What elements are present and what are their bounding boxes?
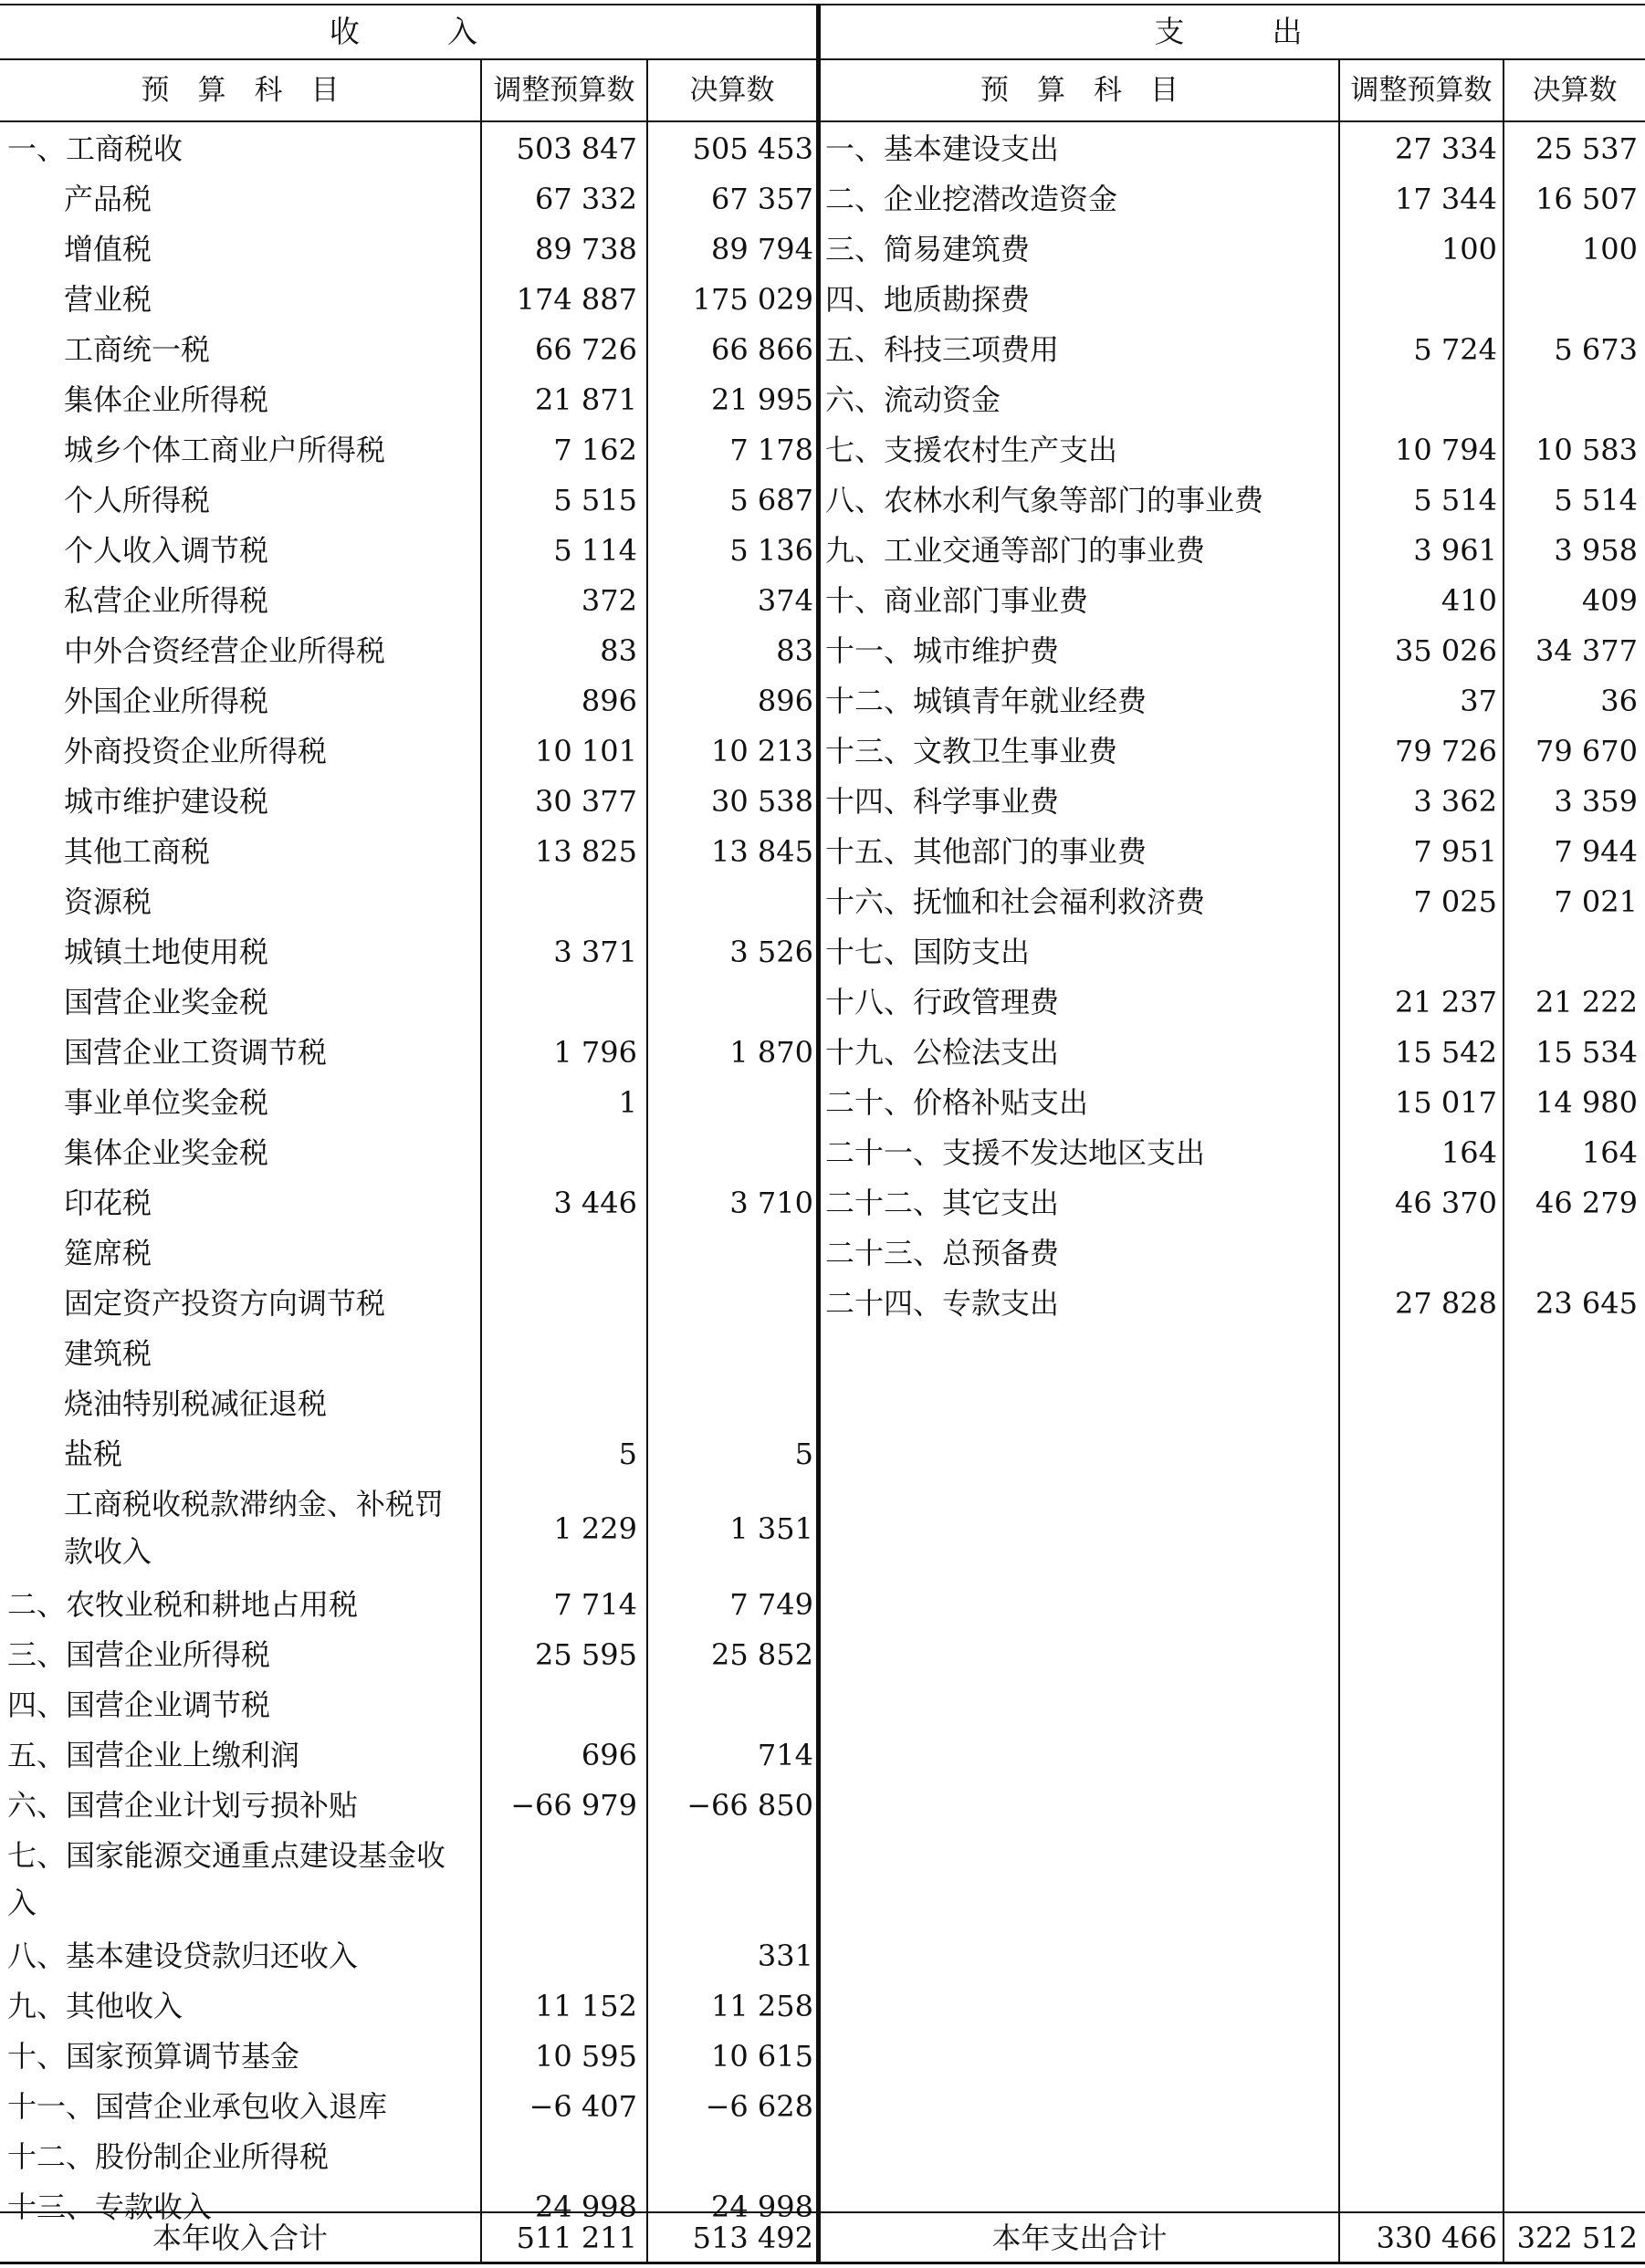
income-row-item: 一、工商税收 xyxy=(7,131,183,166)
income-row-final: 505 453 xyxy=(692,131,813,166)
expense-row-budget: 3 961 xyxy=(1413,533,1497,568)
expense-col-item-header: 预 算 科 目 xyxy=(980,74,1179,107)
expense-row-item: 十三、文教卫生事业费 xyxy=(825,734,1118,768)
income-row-budget: 1 229 xyxy=(553,1511,637,1546)
expense-row-budget: 164 xyxy=(1441,1135,1497,1170)
expense-row-final: 3 958 xyxy=(1554,533,1638,568)
expense-row-final: 25 537 xyxy=(1535,131,1638,166)
income-row-item: 十三、专款收入 xyxy=(7,2190,213,2224)
income-row-item: 九、其他收入 xyxy=(7,1989,183,2023)
expense-row-item: 八、农林水利气象等部门的事业费 xyxy=(825,483,1264,517)
income-row-item: 筵席税 xyxy=(64,1236,152,1270)
expense-row-item: 十四、科学事业费 xyxy=(825,784,1060,819)
income-row-final: 21 995 xyxy=(711,382,813,417)
income-title: 收 入 xyxy=(330,14,487,49)
expense-row-item: 四、地质勘探费 xyxy=(825,282,1031,317)
income-row-final: 66 866 xyxy=(711,332,813,367)
income-row-final: 714 xyxy=(757,1738,813,1772)
income-row-final: 30 538 xyxy=(711,784,813,819)
income-row-final: 3 526 xyxy=(729,935,813,969)
income-row-budget: 896 xyxy=(581,684,637,718)
income-row-item: 十一、国营企业承包收入退库 xyxy=(7,2089,388,2124)
income-row-budget: 3 446 xyxy=(553,1186,637,1220)
expense-row-final: 14 980 xyxy=(1535,1085,1638,1120)
income-row-final: 25 852 xyxy=(711,1637,813,1672)
income-row-item: 资源税 xyxy=(64,884,152,919)
income-row-final: 175 029 xyxy=(692,282,813,317)
income-row-final: −6 628 xyxy=(705,2089,813,2124)
income-row-budget: 1 xyxy=(618,1085,637,1120)
income-row-item: 三、国营企业所得税 xyxy=(7,1637,271,1672)
income-row-budget: 66 726 xyxy=(535,332,637,367)
income-row-item: 事业单位奖金税 xyxy=(64,1085,269,1120)
expense-row-budget: 46 370 xyxy=(1395,1186,1497,1220)
expense-row-item: 十一、城市维护费 xyxy=(825,633,1060,668)
income-col-item-header: 预 算 科 目 xyxy=(141,74,340,107)
income-row-item: 城市维护建设税 xyxy=(64,784,269,819)
income-row-budget: 24 998 xyxy=(535,2190,637,2224)
income-row-final: 89 794 xyxy=(711,232,813,267)
income-row-final: 1 870 xyxy=(729,1035,813,1070)
expense-row-item: 一、基本建设支出 xyxy=(825,131,1060,166)
expense-row-budget: 10 794 xyxy=(1395,433,1497,467)
income-total-label: 本年收入合计 xyxy=(152,2221,328,2255)
center-divider xyxy=(816,4,821,2263)
expense-row-budget: 5 724 xyxy=(1413,332,1497,367)
income-row-budget: 696 xyxy=(581,1738,637,1772)
income-row-budget: 30 377 xyxy=(535,784,637,819)
expense-row-final: 36 xyxy=(1600,684,1638,718)
income-row-item: 印花税 xyxy=(64,1186,152,1220)
expense-row-item: 十二、城镇青年就业经费 xyxy=(825,684,1147,718)
income-row-item: 八、基本建设贷款归还收入 xyxy=(7,1939,359,1973)
expense-row-final: 46 279 xyxy=(1535,1186,1638,1220)
expense-row-budget: 5 514 xyxy=(1413,483,1497,517)
expense-row-final: 5 514 xyxy=(1554,483,1638,517)
income-row-item: 固定资产投资方向调节税 xyxy=(64,1286,386,1321)
income-row-budget: 5 xyxy=(618,1437,637,1471)
income-row-final: 11 258 xyxy=(711,1989,813,2023)
expense-row-final: 10 583 xyxy=(1535,433,1638,467)
expense-row-budget: 3 362 xyxy=(1413,784,1497,819)
expense-row-final: 79 670 xyxy=(1535,734,1638,768)
income-row-item: 产品税 xyxy=(64,182,152,216)
income-row-item: 工商统一税 xyxy=(64,332,211,367)
income-row-item: 四、国营企业调节税 xyxy=(7,1688,271,1722)
income-row-budget: 67 332 xyxy=(535,182,637,216)
income-row-budget: 1 796 xyxy=(553,1035,637,1070)
expense-row-budget: 100 xyxy=(1441,232,1497,267)
expense-row-item: 五、科技三项费用 xyxy=(825,332,1060,367)
income-row-budget: 21 871 xyxy=(535,382,637,417)
income-row-item: 个人收入调节税 xyxy=(64,533,269,568)
header-rule-2 xyxy=(0,120,1645,122)
expense-row-item: 十八、行政管理费 xyxy=(825,985,1060,1019)
income-row-item: 烧油特别税减征退税 xyxy=(64,1386,328,1421)
expense-row-final: 100 xyxy=(1581,232,1638,267)
expense-row-budget: 37 xyxy=(1460,684,1497,718)
income-row-item: 国营企业奖金税 xyxy=(64,985,269,1019)
income-row-item: 个人所得税 xyxy=(64,483,211,517)
income-row-final: 331 xyxy=(757,1939,813,1973)
expense-row-budget: 35 026 xyxy=(1395,633,1497,668)
income-row-budget: 89 738 xyxy=(535,232,637,267)
income-row-final: 83 xyxy=(776,633,813,668)
income-row-item: 二、农牧业税和耕地占用税 xyxy=(7,1587,359,1622)
expense-row-item: 二十四、专款支出 xyxy=(825,1286,1060,1321)
expense-row-item: 九、工业交通等部门的事业费 xyxy=(825,533,1206,568)
expense-title: 支 出 xyxy=(1154,14,1312,49)
income-col-final-header: 决算数 xyxy=(689,74,775,107)
expense-row-item: 十、商业部门事业费 xyxy=(825,583,1089,618)
income-row-item: 盐税 xyxy=(64,1437,123,1471)
expense-row-item: 十五、其他部门的事业费 xyxy=(825,834,1147,869)
income-row-final: 1 351 xyxy=(729,1511,813,1546)
expense-row-budget: 15 017 xyxy=(1395,1085,1497,1120)
income-row-final: 374 xyxy=(757,583,813,618)
income-row-final: 3 710 xyxy=(729,1186,813,1220)
income-row-budget: 174 887 xyxy=(516,282,637,317)
income-row-budget: 5 114 xyxy=(553,533,637,568)
income-row-item: 外商投资企业所得税 xyxy=(64,734,328,768)
expense-row-budget: 27 828 xyxy=(1395,1286,1497,1321)
income-row-final: 5 687 xyxy=(729,483,813,517)
expense-row-budget: 15 542 xyxy=(1395,1035,1497,1070)
expense-row-item: 二十三、总预备费 xyxy=(825,1236,1060,1270)
income-row-item: 增值税 xyxy=(64,232,152,267)
income-row-final: 67 357 xyxy=(711,182,813,216)
income-row-item: 集体企业所得税 xyxy=(64,382,269,417)
income-row-item: 营业税 xyxy=(64,282,152,317)
income-row-final: 7 178 xyxy=(729,433,813,467)
income-row-item: 外国企业所得税 xyxy=(64,684,269,718)
income-row-item: 城乡个体工商业户所得税 xyxy=(64,433,386,467)
income-row-final: 5 136 xyxy=(729,533,813,568)
expense-row-budget: 79 726 xyxy=(1395,734,1497,768)
expense-total-final: 322 512 xyxy=(1516,2221,1638,2255)
income-row-budget: 7 162 xyxy=(553,433,637,467)
income-col-budget-header: 调整预算数 xyxy=(493,74,635,107)
expense-row-item: 二十二、其它支出 xyxy=(825,1186,1060,1220)
expense-total-budget: 330 466 xyxy=(1376,2221,1497,2255)
income-row-final: 7 749 xyxy=(729,1587,813,1622)
expense-row-budget: 7 025 xyxy=(1413,884,1497,919)
income-total-budget: 511 211 xyxy=(516,2221,637,2255)
income-row-final: 13 845 xyxy=(711,834,813,869)
income-row-final: 896 xyxy=(757,684,813,718)
income-row-budget: 11 152 xyxy=(535,1989,637,2023)
expense-row-budget: 27 334 xyxy=(1395,131,1497,166)
expense-col-final-header: 决算数 xyxy=(1532,74,1618,107)
income-row-budget: 7 714 xyxy=(553,1587,637,1622)
income-row-budget: 10 595 xyxy=(535,2039,637,2074)
expense-row-final: 7 021 xyxy=(1554,884,1638,919)
income-row-item: 五、国营企业上缴利润 xyxy=(7,1738,300,1772)
income-row-budget: 3 371 xyxy=(553,935,637,969)
expense-row-budget: 17 344 xyxy=(1395,182,1497,216)
expense-row-budget: 21 237 xyxy=(1395,985,1497,1019)
expense-row-item: 六、流动资金 xyxy=(825,382,1001,417)
expense-row-item: 二、企业挖潜改造资金 xyxy=(825,182,1118,216)
income-row-budget: 13 825 xyxy=(535,834,637,869)
expense-row-final: 3 359 xyxy=(1554,784,1638,819)
expense-row-final: 34 377 xyxy=(1535,633,1638,668)
expense-row-final: 164 xyxy=(1581,1135,1638,1170)
expense-row-item: 三、简易建筑费 xyxy=(825,232,1031,267)
expense-row-final: 5 673 xyxy=(1554,332,1638,367)
income-row-final: −66 850 xyxy=(686,1788,813,1823)
expense-row-item: 十七、国防支出 xyxy=(825,935,1031,969)
expense-row-item: 十九、公检法支出 xyxy=(825,1035,1060,1070)
income-row-item: 集体企业奖金税 xyxy=(64,1135,269,1170)
expense-row-budget: 410 xyxy=(1441,583,1497,618)
expense-row-final: 21 222 xyxy=(1535,985,1638,1019)
income-row-item: 中外合资经营企业所得税 xyxy=(64,633,386,668)
expense-row-final: 16 507 xyxy=(1535,182,1638,216)
income-row-final: 10 213 xyxy=(711,734,813,768)
expense-row-item: 十六、抚恤和社会福利救济费 xyxy=(825,884,1206,919)
income-row-final: 10 615 xyxy=(711,2039,813,2074)
income-row-item: 私营企业所得税 xyxy=(64,583,269,618)
income-row-item: 建筑税 xyxy=(64,1336,152,1371)
expense-total-label: 本年支出合计 xyxy=(991,2221,1168,2255)
expense-row-budget: 7 951 xyxy=(1413,834,1497,869)
income-total-final: 513 492 xyxy=(692,2221,813,2255)
expense-row-final: 409 xyxy=(1581,583,1638,618)
income-row-budget: 83 xyxy=(600,633,637,668)
income-row-item: 六、国营企业计划亏损补贴 xyxy=(7,1788,359,1823)
top-rule xyxy=(0,4,1645,5)
income-row-budget: −66 979 xyxy=(510,1788,637,1823)
expense-row-item: 二十、价格补贴支出 xyxy=(825,1085,1089,1120)
income-row-item: 十二、股份制企业所得税 xyxy=(7,2139,330,2174)
income-row-item: 七、国家能源交通重点建设基金收入 xyxy=(7,1838,446,1920)
income-row-budget: −6 407 xyxy=(529,2089,637,2124)
income-row-budget: 372 xyxy=(581,583,637,618)
income-row-item: 城镇土地使用税 xyxy=(64,935,269,969)
income-row-budget: 503 847 xyxy=(516,131,637,166)
bottom-rule xyxy=(0,2262,1645,2264)
expense-row-item: 七、支援农村生产支出 xyxy=(825,433,1118,467)
income-row-budget: 10 101 xyxy=(535,734,637,768)
expense-col-budget-header: 调整预算数 xyxy=(1350,74,1493,107)
income-row-budget: 5 515 xyxy=(553,483,637,517)
expense-row-final: 23 645 xyxy=(1535,1286,1638,1321)
expense-row-final: 15 534 xyxy=(1535,1035,1638,1070)
income-row-item: 十、国家预算调节基金 xyxy=(7,2039,300,2074)
income-row-final: 5 xyxy=(794,1437,813,1471)
income-row-item: 工商税收税款滞纳金、补税罚款收入 xyxy=(64,1487,445,1569)
income-row-final: 24 998 xyxy=(711,2190,813,2224)
income-row-item: 其他工商税 xyxy=(64,834,211,869)
income-row-item: 国营企业工资调节税 xyxy=(64,1035,328,1070)
expense-row-item: 二十一、支援不发达地区支出 xyxy=(825,1135,1206,1170)
expense-row-final: 7 944 xyxy=(1554,834,1638,869)
income-row-budget: 25 595 xyxy=(535,1637,637,1672)
